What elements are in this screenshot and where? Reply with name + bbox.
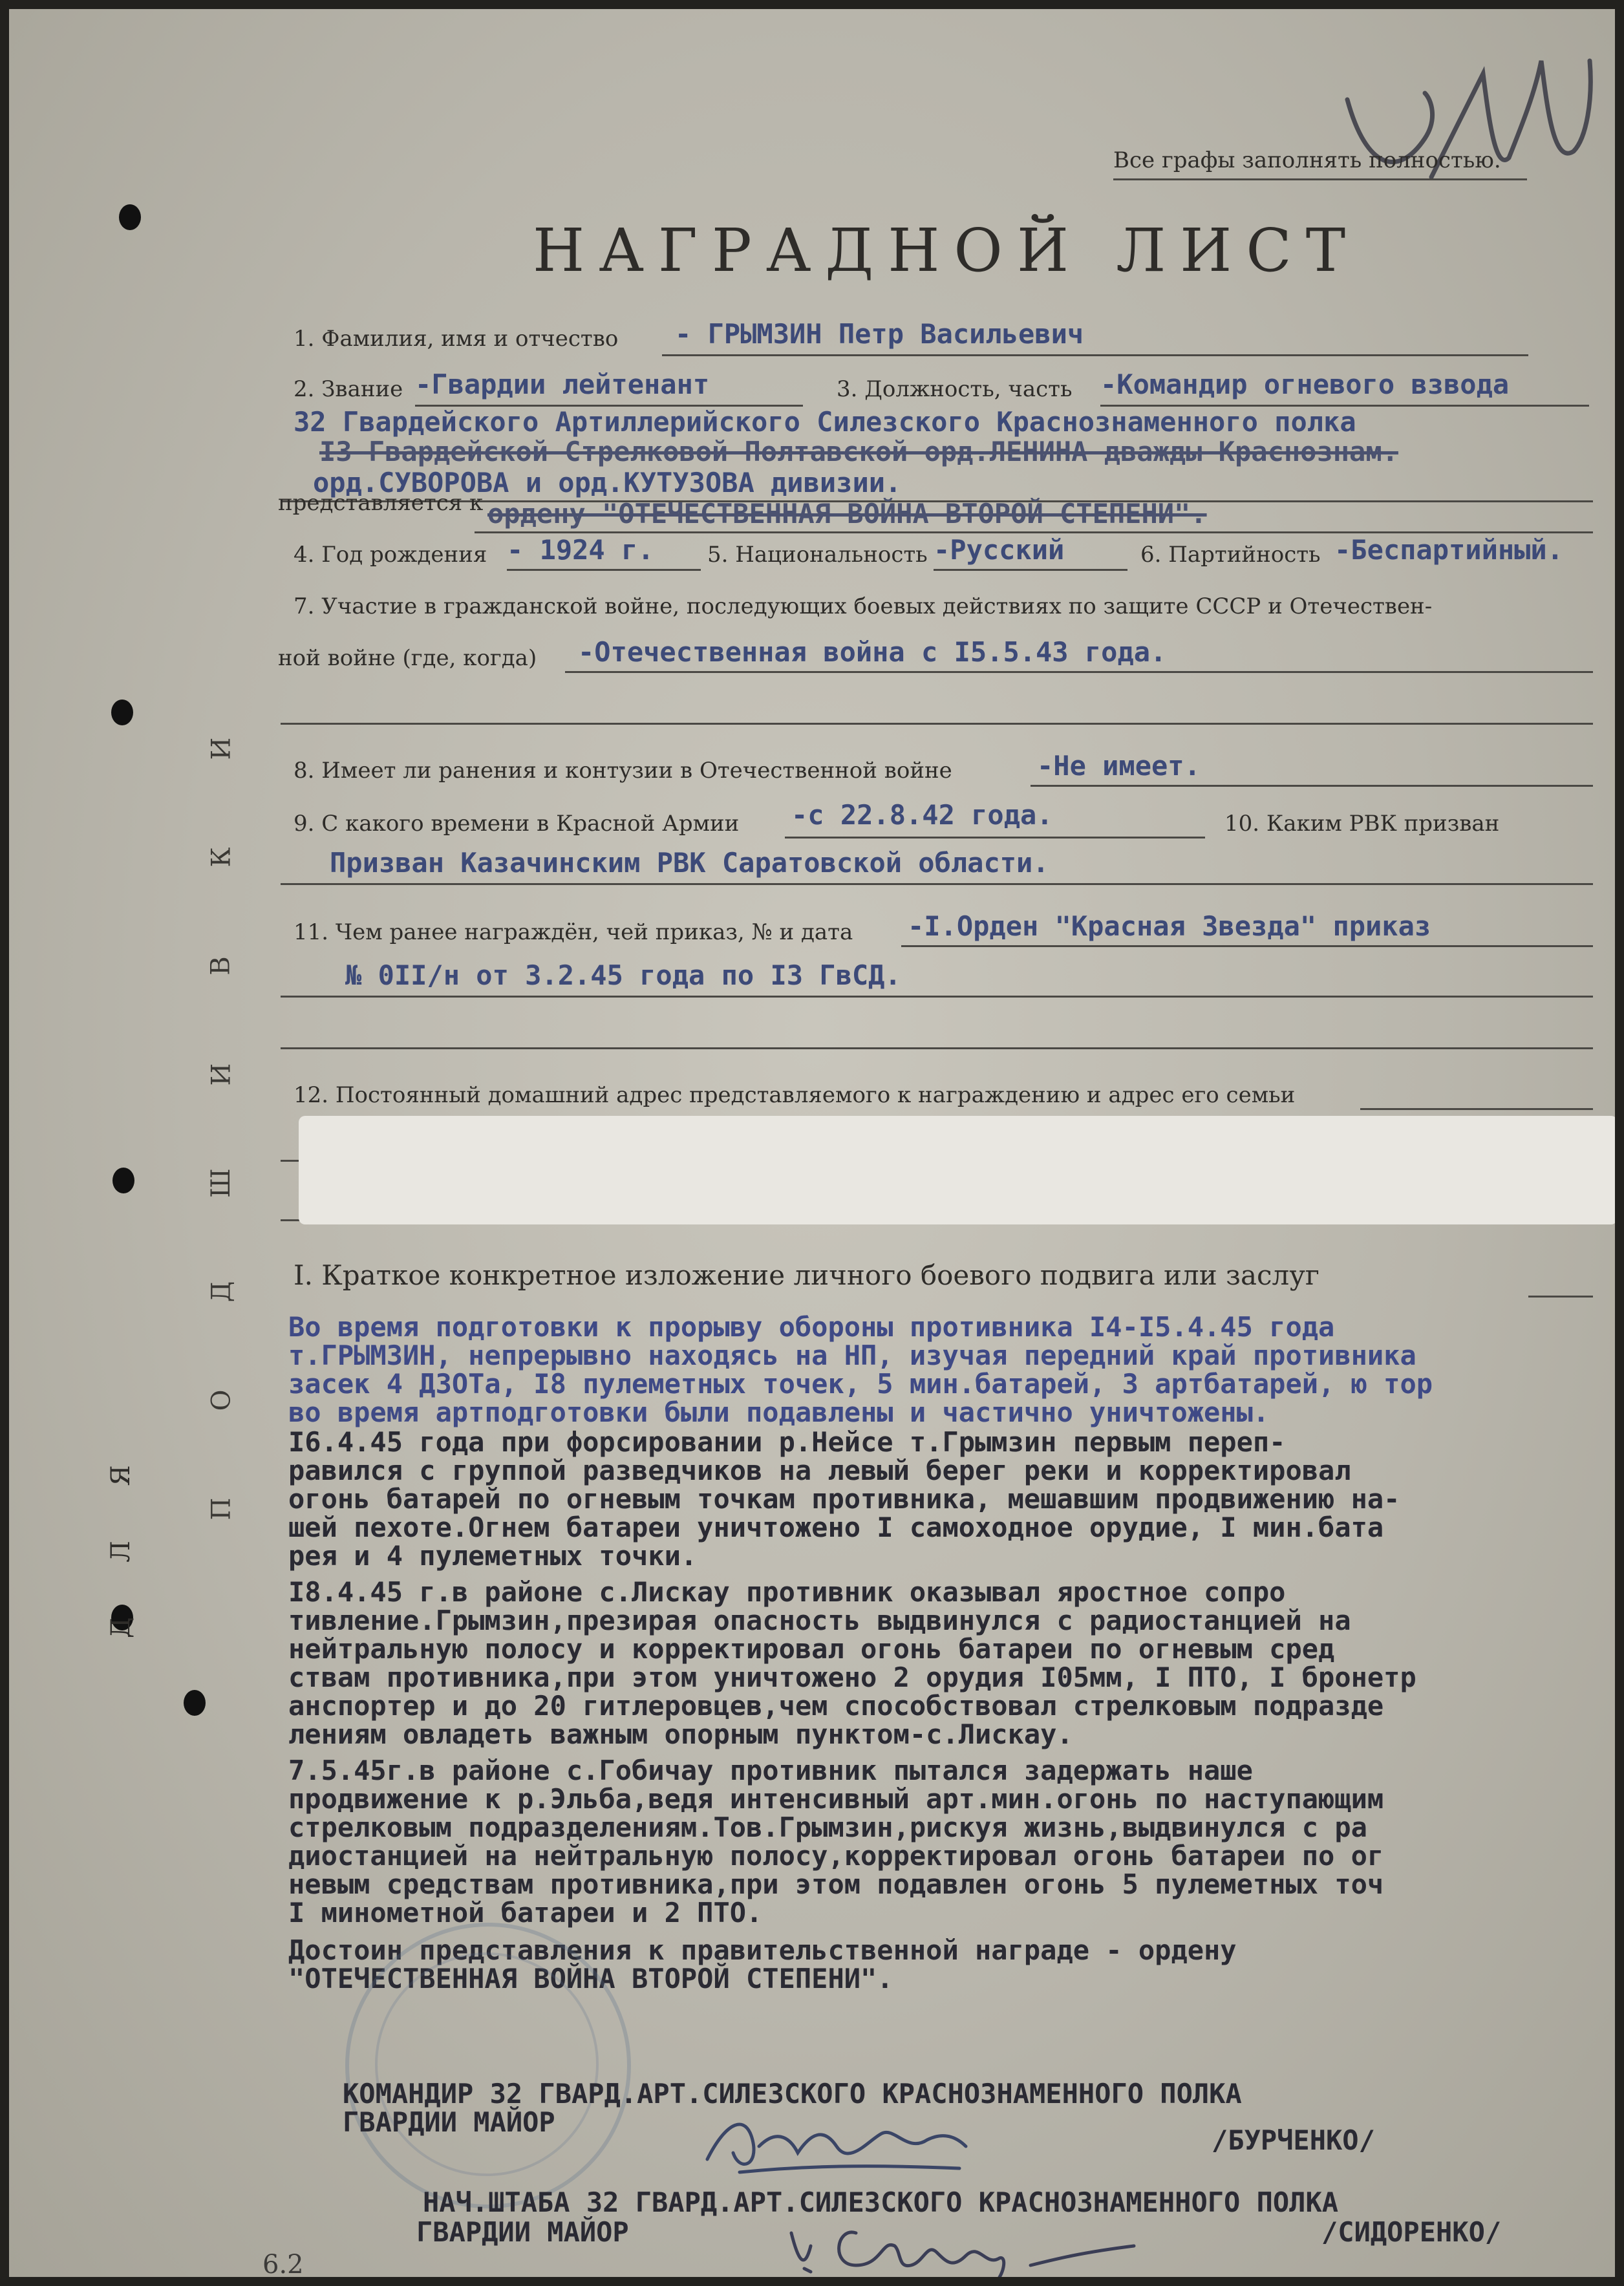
vertical-letter: К bbox=[206, 847, 236, 868]
field-1-label: 1. Фамилия, имя и отчество bbox=[294, 326, 619, 352]
field-6-label: 6. Партийность bbox=[1140, 542, 1321, 568]
narrative-line: Достоин представления к правительственной награде - ордену bbox=[288, 1934, 1237, 1966]
narrative-line: ствам противника,при этом уничтожено 2 орудия I05мм, I ПТО, I бронетр bbox=[288, 1661, 1416, 1693]
field-7-underline-2 bbox=[281, 723, 1593, 725]
commander-title-line-1: КОМАНДИР 32 ГВАРД.АРТ.СИЛЕЗСКОГО КРАСНОЗНАМЕННОГО ПОЛКА bbox=[343, 2078, 1242, 2110]
field-7-underline bbox=[565, 671, 1593, 673]
official-seal-inner-ring bbox=[375, 1952, 599, 2176]
vertical-letter: И bbox=[206, 737, 236, 760]
field-7-label-line-1: 7. Участие в гражданской войне, последующих боевых действиях по защите СССР и Отечествен- bbox=[294, 593, 1433, 619]
page-mark: 6.2 bbox=[262, 2250, 304, 2280]
narrative-line: анспортер и до 20 гитлеровцев,чем способствовал стрелковым подразде bbox=[288, 1690, 1384, 1722]
narrative-line: диостанцией на нейтральную полосу,корректировал огонь батареи по ог bbox=[288, 1840, 1384, 1872]
narrative-line: 7.5.45г.в районе с.Гобичау противник пытался задержать наше bbox=[288, 1755, 1253, 1786]
field-10-label: 10. Каким РВК призван bbox=[1224, 811, 1500, 837]
field-1-underline bbox=[662, 354, 1528, 356]
field-8-underline bbox=[1031, 785, 1593, 787]
field-1-value: - ГРЫМЗИН Петр Васильевич bbox=[675, 318, 1084, 350]
field-7-value: -Отечественная война с I5.5.43 года. bbox=[578, 636, 1167, 668]
field-2-value: -Гвардии лейтенант bbox=[415, 369, 710, 400]
field-12-underline bbox=[1360, 1108, 1593, 1110]
field-11-value: -I.Орден "Красная Звезда" приказ bbox=[908, 910, 1431, 942]
narrative-line: огонь батарей по огневым точкам противника, мешавшим продвижению на- bbox=[288, 1483, 1400, 1515]
commander-title-line-2: ГВАРДИИ МАЙОР bbox=[343, 2106, 555, 2138]
field-7-label-line-2: ной войне (где, когда) bbox=[278, 645, 537, 671]
field-3-line-3: I3 Гвардейской Стрелковой Полтавской орд.ЛЕНИНА дважды Краснознам. bbox=[319, 436, 1398, 467]
field-9-value: -с 22.8.42 года. bbox=[791, 799, 1053, 831]
official-seal bbox=[345, 1923, 631, 2208]
section-heading: I. Краткое конкретное изложение личного боевого подвига или заслуг bbox=[294, 1259, 1320, 1291]
narrative-line: "ОТЕЧЕСТВЕННАЯ ВОЙНА ВТОРОЙ СТЕПЕНИ". bbox=[288, 1963, 893, 1994]
vertical-letter: И bbox=[206, 1063, 236, 1086]
narrative-line: I8.4.45 г.в районе с.Лиcкау противник оказывал яростное сопро bbox=[288, 1576, 1286, 1608]
field-11-label: 11. Чем ранее награждён, чей приказ, № и дата bbox=[294, 919, 853, 945]
narrative-line: равился с группой разведчиков на левый берег реки и корректировал bbox=[288, 1455, 1351, 1486]
field-2-label: 2. Звание bbox=[294, 376, 403, 402]
narrative-line: т.ГРЫМЗИН, непрерывно находясь на НП, изучая передний край противника bbox=[288, 1340, 1416, 1371]
narrative-line: во время артподготовки были подавлены и частично уничтожены. bbox=[288, 1396, 1270, 1428]
vertical-letter: В bbox=[206, 956, 236, 976]
field-8-value: -Не имеет. bbox=[1037, 750, 1201, 782]
field-9-underline bbox=[785, 837, 1205, 839]
chief-of-staff-title-line-1: НАЧ.ШТАБА 32 ГВАРД.АРТ.СИЛЕЗСКОГО КРАСНОЗНАМЕННОГО ПОЛКА bbox=[423, 2186, 1339, 2218]
header-note-underline bbox=[1113, 178, 1527, 180]
narrative-line: лениям овладеть важным опорным пунктом-с.Лискау. bbox=[288, 1718, 1073, 1750]
field-12-label: 12. Постоянный домашний адрес представляемого к награждению и адрес его семьи bbox=[294, 1082, 1296, 1108]
field-11-underline-3 bbox=[281, 1047, 1593, 1049]
chief-of-staff-title-line-2: ГВАРДИИ МАЙОР bbox=[416, 2216, 629, 2248]
field-3-value: -Командир огневого взвода bbox=[1100, 369, 1510, 400]
presented-label: представляется к bbox=[278, 490, 484, 516]
field-3-line-2: 32 Гвардейского Артиллерийского Силезского Краснознаменного полка bbox=[294, 406, 1356, 438]
commander-name: /БУРЧЕНКО/ bbox=[1212, 2124, 1375, 2156]
field-9-label: 9. С какого времени в Красной Армии bbox=[294, 811, 740, 837]
narrative-line: тивление.Грымзин,презирая опасность выдвинулся с радиостанцией на bbox=[288, 1605, 1351, 1636]
field-3-label: 3. Должность, часть bbox=[837, 376, 1073, 402]
chief-of-staff-name: /СИДОРЕНКО/ bbox=[1321, 2216, 1502, 2248]
redacted-address-area bbox=[299, 1116, 1618, 1224]
narrative-line: засек 4 ДЗОТа, I8 пулеметных точек, 5 мин.батарей, 3 артбатарей, ю тор bbox=[288, 1368, 1433, 1400]
field-8-label: 8. Имеет ли ранения и контузии в Отечественной войне bbox=[294, 758, 952, 784]
narrative-line: рея и 4 пулеметных точки. bbox=[288, 1540, 698, 1572]
commander-signature bbox=[701, 2101, 972, 2185]
section-heading-underline bbox=[1528, 1296, 1593, 1298]
presented-underline bbox=[475, 531, 1593, 533]
field-11-underline bbox=[901, 945, 1593, 947]
narrative-line: Во время подготовки к прорыву обороны противника I4-I5.4.45 года bbox=[288, 1311, 1335, 1343]
field-3-line-4: орд.СУВОРОВА и орд.КУТУЗОВА дивизии. bbox=[313, 467, 902, 498]
field-6-value: -Беспартийный. bbox=[1334, 534, 1564, 566]
vertical-letter: Ш bbox=[206, 1168, 236, 1198]
narrative-line: невым средствам противника,при этом подавлен огонь 5 пулеметных точ bbox=[288, 1868, 1384, 1900]
field-4-label: 4. Год рождения bbox=[294, 542, 487, 568]
vertical-letter: О bbox=[206, 1389, 236, 1411]
presented-value: ордену "ОТЕЧЕСТВЕННАЯ ВОЙНА ВТОРОЙ СТЕПЕНИ". bbox=[487, 498, 1207, 529]
field-11-underline-2 bbox=[281, 996, 1593, 998]
narrative-line: шей пехоте.Огнем батареи уничтожено I самоходное орудие, I мин.бата bbox=[288, 1512, 1384, 1543]
punch-hole bbox=[112, 1168, 134, 1193]
narrative-line: нейтральную полосу и корректировал огонь батареи по огневым сред bbox=[288, 1633, 1335, 1665]
field-10-underline bbox=[281, 883, 1593, 885]
chief-of-staff-signature bbox=[785, 2207, 1147, 2286]
corner-handwritten-mark bbox=[1328, 22, 1599, 216]
vertical-margin-label bbox=[202, 694, 240, 1563]
narrative-line: стрелковым подразделениям.Тов.Грымзин,рискуя жизнь,выдвинулся с ра bbox=[288, 1811, 1367, 1843]
vertical-margin-label-lower: Д Л Я bbox=[106, 1442, 136, 1638]
field-11-line-2: № 0II/н от 3.2.45 года по I3 ГвСД. bbox=[345, 959, 901, 991]
narrative-line: I6.4.45 года при форсировании р.Нейсе т.Грымзин первым переп- bbox=[288, 1426, 1286, 1458]
vertical-letter: П bbox=[206, 1497, 236, 1521]
vertical-letter: Д bbox=[206, 1281, 236, 1303]
punch-hole bbox=[184, 1690, 206, 1716]
header-note: Все графы заполнять полностью. bbox=[1113, 147, 1501, 173]
field-5-label: 5. Национальность bbox=[707, 542, 928, 568]
punch-hole bbox=[111, 700, 133, 725]
field-4-value: - 1924 г. bbox=[507, 534, 654, 566]
narrative-line: продвижение к р.Эльба,ведя интенсивный арт.мин.огонь по наступающим bbox=[288, 1783, 1384, 1815]
field-5-value: -Русский bbox=[934, 534, 1065, 566]
document-title: НАГРАДНОЙ ЛИСТ bbox=[533, 216, 1360, 285]
field-10-value: Призван Казачинским РВК Саратовской области. bbox=[330, 847, 1049, 879]
punch-hole bbox=[119, 204, 141, 230]
field-5-underline bbox=[934, 569, 1127, 571]
narrative-line: I минометной батареи и 2 ПТО. bbox=[288, 1897, 763, 1928]
field-4-underline bbox=[507, 569, 701, 571]
